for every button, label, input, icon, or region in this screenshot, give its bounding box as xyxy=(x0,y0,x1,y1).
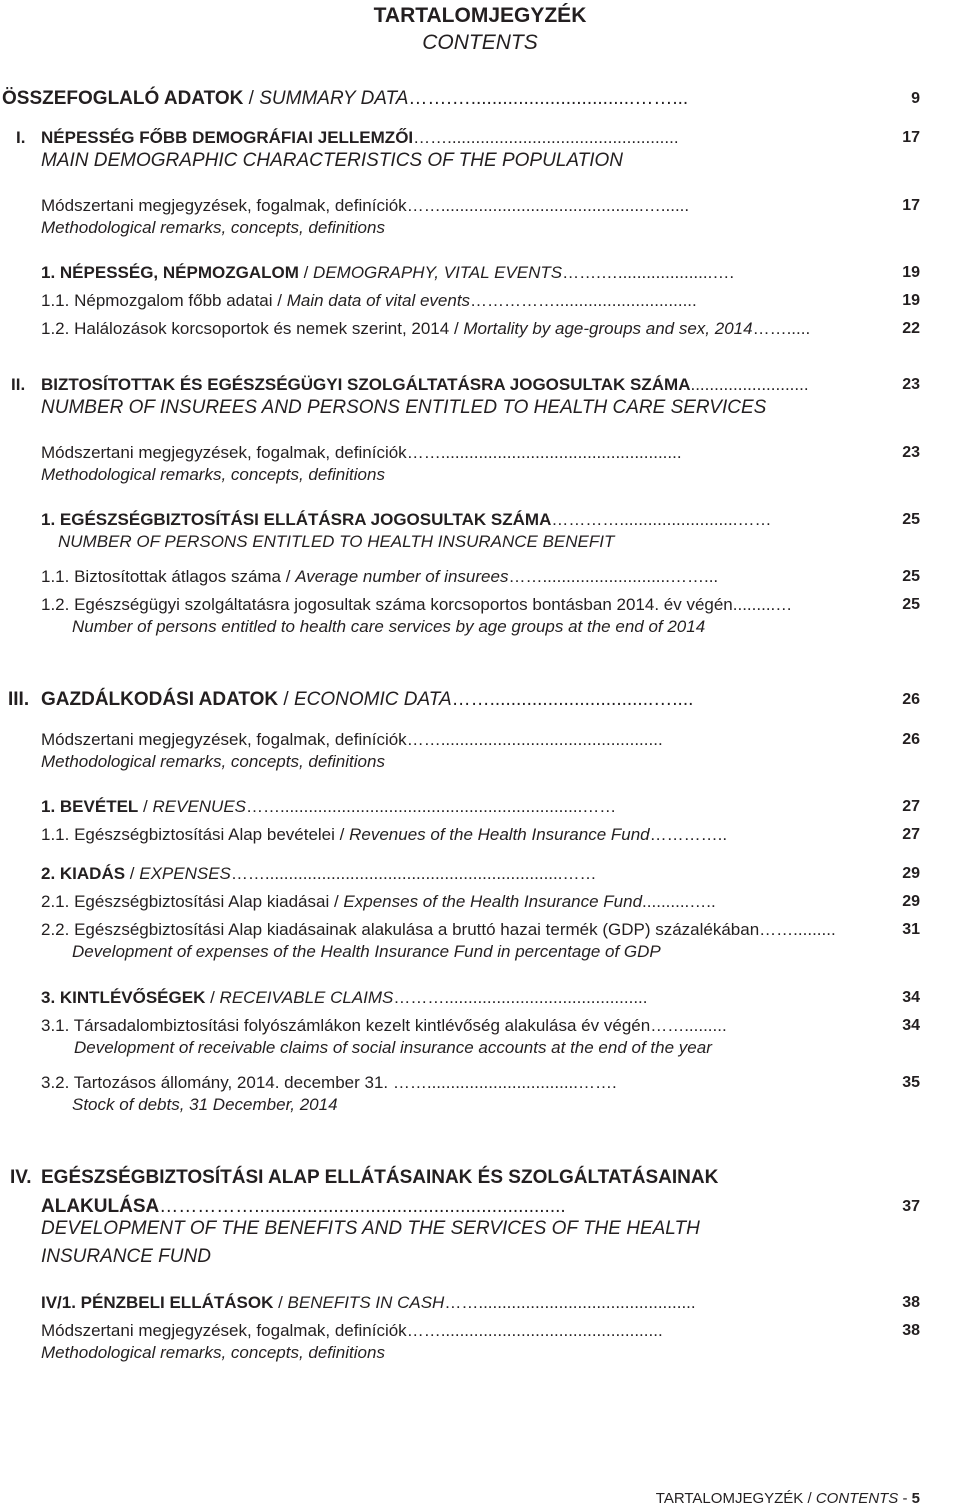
entry-text: 1.2. Egészségügyi szolgáltatásra jogosultak száma korcsoportos bontásban 2014. év végén.........… xyxy=(41,595,793,614)
entry-2-1-2-english: Number of persons entitled to health care services by age groups at the end of 2014 xyxy=(72,617,706,636)
entry-text: 1.1. Egészségbiztosítási Alap bevételei / Revenues of the Health Insurance Fund………….. xyxy=(41,825,728,844)
page-number: 22 xyxy=(902,320,920,337)
toc-title-en: CONTENTS xyxy=(422,31,538,54)
entry-text: 3.2. Tartozásos állomány, 2014. december 31. ……................................……. xyxy=(41,1073,617,1092)
page-footer: TARTALOMJEGYZÉK / CONTENTS - 5 xyxy=(655,1490,920,1507)
page-number: 29 xyxy=(902,893,920,910)
toc-entry-4-1[interactable] xyxy=(0,1292,960,1322)
entry-text: ALAKULÁSA……………........................................................... xyxy=(41,1196,566,1217)
entry-3-3-2-english: Stock of debts, 31 December, 2014 xyxy=(72,1095,338,1114)
entry-text: 1.2. Halálozások korcsoportok és nemek szerint, 2014 / Mortality by age-groups and sex, 2014……..... xyxy=(41,319,811,338)
section-numeral: II. xyxy=(11,375,26,394)
page-number: 38 xyxy=(902,1322,920,1339)
entry-text: 1. NÉPESSÉG, NÉPMOZGALOM / DEMOGRAPHY, VITAL EVENTS…….…....................…. xyxy=(41,263,735,282)
entry-text: 2.2. Egészségbiztosítási Alap kiadásainak alakulása a bruttó hazai termék (GDP) százalékában……......... xyxy=(41,920,836,939)
entry-text: 3.1. Társadalombiztosítási folyószámlákon kezelt kintlévőség alakulása év végén……......... xyxy=(41,1016,727,1035)
entry-text: NÉPESSÉG FŐBB DEMOGRÁFIAI JELLEMZŐI……................................................. xyxy=(41,128,679,147)
page-number: 25 xyxy=(902,596,920,613)
entry-text: 1.1. Népmozgalom főbb adatai / Main data of vital events…………….............................. xyxy=(41,291,697,310)
entry-text: Módszertani megjegyzések, fogalmak, definíciók……............................................... xyxy=(41,730,663,749)
entry-text: ÖSSZEFOGLALÓ ADATOK / SUMMARY DATA…….…...............................……... xyxy=(2,88,689,109)
section-1-english: MAIN DEMOGRAPHIC CHARACTERISTICS OF THE POPULATION xyxy=(41,150,624,171)
toc-entry-summary[interactable] xyxy=(0,88,960,118)
method-2-english: Methodological remarks, concepts, definitions xyxy=(41,465,385,484)
page-number: 17 xyxy=(902,129,920,146)
page-number: 29 xyxy=(902,865,920,882)
entry-text: Módszertani megjegyzések, fogalmak, definíciók……...........................................…...... xyxy=(41,196,690,215)
page-number: 27 xyxy=(902,798,920,815)
page-number: 27 xyxy=(902,826,920,843)
page-number: 19 xyxy=(902,292,920,309)
section-2-english: NUMBER OF INSUREES AND PERSONS ENTITLED TO HEALTH CARE SERVICES xyxy=(41,397,767,418)
page-number: 23 xyxy=(902,376,920,393)
entry-3-2-2-english: Development of expenses of the Health Insurance Fund in percentage of GDP xyxy=(72,942,661,961)
page-number: 35 xyxy=(902,1074,920,1091)
section-4-english-line-2: INSURANCE FUND xyxy=(41,1246,211,1267)
section-4-english-line-1: DEVELOPMENT OF THE BENEFITS AND THE SERVICES OF THE HEALTH xyxy=(41,1218,700,1239)
entry-text: Módszertani megjegyzések, fogalmak, definíciók……............................................... xyxy=(41,1321,663,1340)
toc-entry-3-1-1[interactable] xyxy=(0,824,960,854)
entry-text: 1. EGÉSZSÉGBIZTOSÍTÁSI ELLÁTÁSRA JOGOSULTAK SZÁMA………….........................…… xyxy=(41,510,772,529)
entry-2-1-english: NUMBER OF PERSONS ENTITLED TO HEALTH INSURANCE BENEFIT xyxy=(58,532,615,551)
toc-entry-3-3[interactable] xyxy=(0,987,960,1017)
page-number: 37 xyxy=(902,1198,920,1215)
page-number: 26 xyxy=(902,691,920,708)
section-numeral: III. xyxy=(8,689,30,710)
toc-entry-section-3[interactable] xyxy=(0,689,960,719)
page-number: 23 xyxy=(902,444,920,461)
page-number: 25 xyxy=(902,568,920,585)
section-numeral: IV. xyxy=(10,1167,32,1188)
toc-entry-1-1[interactable] xyxy=(0,262,960,292)
page-number: 34 xyxy=(902,989,920,1006)
entry-text: 3. KINTLÉVŐSÉGEK / RECEIVABLE CLAIMS………........................................... xyxy=(41,988,648,1007)
toc-entry-2-1-1[interactable] xyxy=(0,566,960,596)
section-4-heading-line-1: EGÉSZSÉGBIZTOSÍTÁSI ALAP ELLÁTÁSAINAK ÉS SZOLGÁLTATÁSAINAK xyxy=(41,1167,719,1188)
page-number: 26 xyxy=(902,731,920,748)
page-number: 38 xyxy=(902,1294,920,1311)
method-3-english: Methodological remarks, concepts, definitions xyxy=(41,752,385,771)
page-number: 19 xyxy=(902,264,920,281)
entry-text: IV/1. PÉNZBELI ELLÁTÁSOK / BENEFITS IN CASH…….............................................. xyxy=(41,1293,696,1312)
method-1-english: Methodological remarks, concepts, definitions xyxy=(41,218,385,237)
page-number: 9 xyxy=(911,90,920,107)
page-number: 34 xyxy=(902,1017,920,1034)
page-number: 17 xyxy=(902,197,920,214)
page-number: 31 xyxy=(902,921,920,938)
entry-text: 1. BEVÉTEL / REVENUES……................................................................…… xyxy=(41,797,617,816)
section-numeral: I. xyxy=(16,128,26,147)
entry-text: Módszertani megjegyzések, fogalmak, definíciók……................................................... xyxy=(41,443,682,462)
toc-entry-1-1-2[interactable] xyxy=(0,318,960,348)
toc-title-hu: TARTALOMJEGYZÉK xyxy=(373,4,587,27)
toc-entry-1-1-1[interactable] xyxy=(0,290,960,320)
page-number: 25 xyxy=(902,511,920,528)
entry-text: 1.1. Biztosítottak átlagos száma / Average number of insurees……...........................……... xyxy=(41,567,719,586)
entry-text: BIZTOSÍTOTTAK ÉS EGÉSZSÉGÜGYI SZOLGÁLTATÁSRA JOGOSULTAK SZÁMA......................... xyxy=(41,375,809,394)
toc-entry-3-2[interactable] xyxy=(0,863,960,893)
toc-entry-3-1[interactable] xyxy=(0,796,960,826)
entry-3-3-1-english: Development of receivable claims of social insurance accounts at the end of the year xyxy=(74,1038,712,1057)
entry-text: 2. KIADÁS / EXPENSES……...............................................................…… xyxy=(41,864,597,883)
entry-text: 2.1. Egészségbiztosítási Alap kiadásai / Expenses of the Health Insurance Fund..........….. xyxy=(41,892,716,911)
method-4-english: Methodological remarks, concepts, definitions xyxy=(41,1343,385,1362)
toc-entry-3-2-1[interactable] xyxy=(0,891,960,921)
entry-text: GAZDÁLKODÁSI ADATOK / ECONOMIC DATA……...............................….... xyxy=(41,689,694,710)
